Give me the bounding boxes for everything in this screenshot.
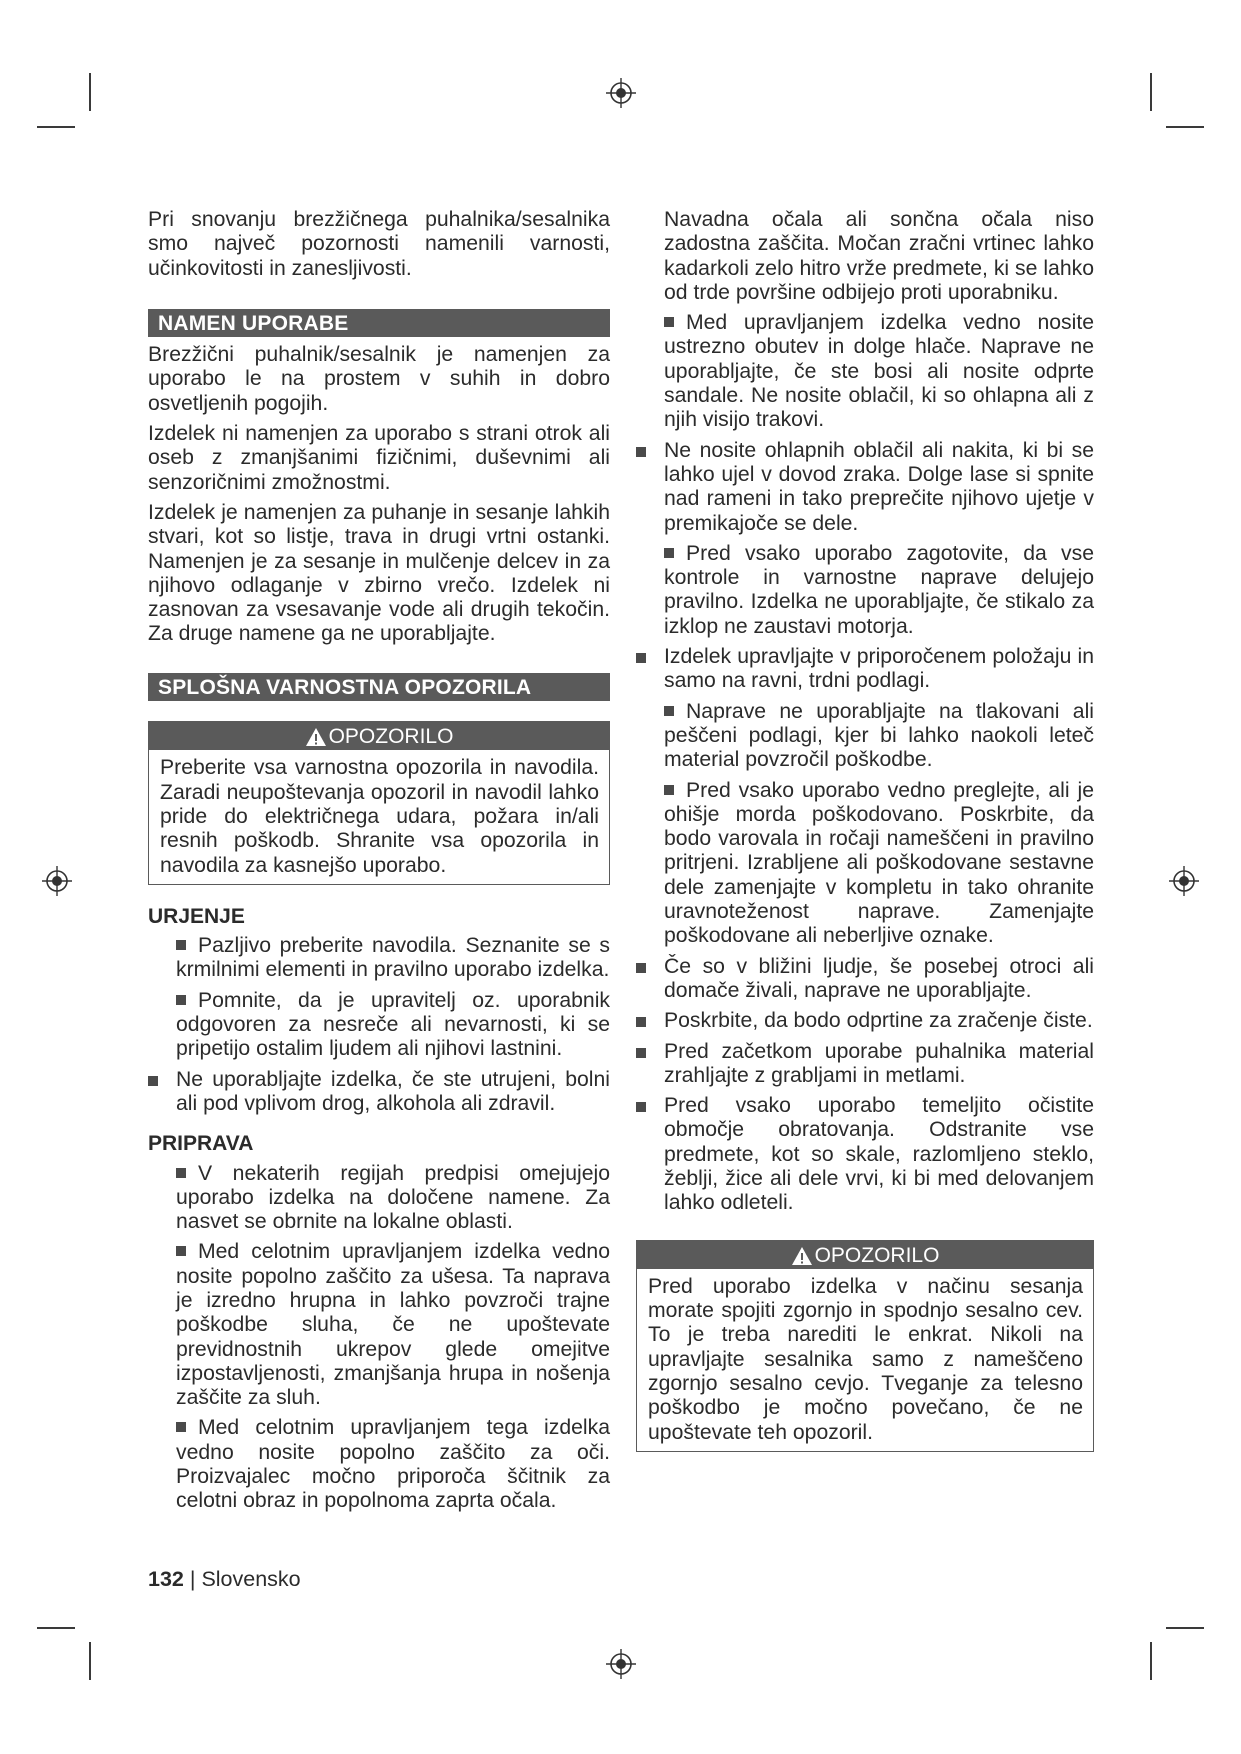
list-item: Med upravljanjem izdelka vedno nosite ustrezno obutev in dolge hlače. Naprave ne uporabljajte, če ste bosi ali nosite odprte sandale. Ne nosite oblačil, ki so ohlapna ali z njih visijo trakovi. xyxy=(664,311,1094,432)
list-item: Pred vsako uporabo temeljito očistite območje obratovanja. Odstranite vse predmete, kot so skale, razlomljeno steklo, žeblji, žice ali dele vrvi, ki bi med delovanjem lahko odleteli. xyxy=(636,1094,1094,1215)
crop-mark xyxy=(89,73,91,111)
list-item: Pred vsako uporabo vedno preglejte, ali je ohišje morda poškodovano. Poskrbite, da bodo varovala in ročaji nameščeni in pravilno pritrjeni. Izrabljene ali poškodovane sestavne dele zamenjajte v kompletu in tako ohranite uravnoteženost naprave. Zamenjajte poškodovane ali neberljive oznake. xyxy=(664,778,1094,948)
crop-mark xyxy=(1150,1642,1152,1680)
crop-mark xyxy=(1166,1627,1204,1629)
square-bullet-icon xyxy=(176,1422,186,1432)
warning-title: OPOZORILO xyxy=(328,725,454,749)
square-bullet-icon xyxy=(664,548,674,558)
list-item: Naprave ne uporabljajte na tlakovani ali peščeni podlagi, kjer bi lahko naokoli leteč material povzročil poškodbe. xyxy=(664,699,1094,772)
list-item: V nekaterih regijah predpisi omejujejo uporabo izdelka na določene namene. Za nasvet se obrnite na lokalne oblasti. xyxy=(176,1161,610,1234)
footer-language: Slovensko xyxy=(201,1567,301,1591)
warning-header xyxy=(637,1241,1093,1269)
registration-mark-icon xyxy=(42,866,72,896)
registration-mark-icon xyxy=(606,1649,636,1679)
warning-text: Pred uporabo izdelka v načinu sesanja morate spojiti zgornjo in spodnjo sesalno cev. To je treba narediti le enkrat. Nikoli na upravljajte sesalnika samo z nameščeno zgornjo sesalno cevjo. Tveganje za telesno poškodbo je močno povečano, če ne upoštevate teh opozoril. xyxy=(648,1274,1083,1444)
warning-triangle-icon xyxy=(305,727,327,747)
square-bullet-icon xyxy=(636,963,646,973)
right-column xyxy=(636,208,1094,1452)
left-column xyxy=(148,208,610,1520)
warning-box xyxy=(636,1240,1094,1452)
list-item: Ne nosite ohlapnih oblačil ali nakita, ki bi se lahko ujel v dovod zraka. Dolge lase si spnite nad rameni in tako preprečite njihovo ujetje v premikajoče se dele. xyxy=(636,439,1094,536)
square-bullet-icon xyxy=(664,785,674,795)
square-bullet-icon xyxy=(148,1076,158,1086)
square-bullet-icon xyxy=(636,1017,646,1027)
continued-paragraph: Navadna očala ali sončna očala niso zadostna zaščita. Močan zračni vrtinec lahko kadarkoli zelo hitro vrže predmete, ki se lahko od trde površine odbijejo proti uporabniku. xyxy=(664,208,1094,304)
namen-paragraph: Izdelek je namenjen za puhanje in sesanje lahkih stvari, kot so listje, trava in drugi vrtni ostanki. Namenjen je za sesanje in mulčenje delcev in za njihovo odlaganje v zbirno vrečo. Izdelek ni zasnovan za vsesavanje vode ali drugih tekočin. Za druge namene ga ne uporabljajte. xyxy=(148,500,610,646)
registration-mark-icon xyxy=(606,78,636,108)
crop-mark xyxy=(1150,73,1152,111)
square-bullet-icon xyxy=(664,317,674,327)
square-bullet-icon xyxy=(176,1246,186,1256)
crop-mark xyxy=(37,126,75,128)
page-footer xyxy=(148,1567,301,1592)
list-item: Pomnite, da je upravitelj oz. uporabnik odgovoren za nesreče ali nevarnosti, ki se pripetijo ostalim ljudem ali njihovi lastnini. xyxy=(176,988,610,1061)
list-item: Pred začetkom uporabe puhalnika material zrahljajte z grabljami in metlami. xyxy=(636,1040,1094,1089)
square-bullet-icon xyxy=(636,1102,646,1112)
crop-mark xyxy=(89,1642,91,1680)
subheading-priprava: PRIPRAVA xyxy=(148,1132,254,1156)
crop-mark xyxy=(37,1627,75,1629)
list-item: Izdelek upravljajte v priporočenem položaju in samo na ravni, trdni podlagi. xyxy=(636,645,1094,694)
section-heading-splosna: SPLOŠNA VARNOSTNA OPOZORILA xyxy=(148,673,610,701)
warning-box xyxy=(148,721,610,885)
square-bullet-icon xyxy=(176,995,186,1005)
square-bullet-icon xyxy=(636,447,646,457)
footer-separator: | xyxy=(189,1567,196,1591)
section-heading-namen: NAMEN UPORABE xyxy=(148,309,610,337)
list-item: Med celotnim upravljanjem tega izdelka vedno nosite popolno zaščito za oči. Proizvajalec močno priporoča ščitnik za celotni obraz in popolnoma zaprta očala. xyxy=(176,1416,610,1513)
page-number: 132 xyxy=(148,1567,184,1591)
subheading-urjenje: URJENJE xyxy=(148,904,245,928)
square-bullet-icon xyxy=(636,1048,646,1058)
intro-paragraph: Pri snovanju brezžičnega puhalnika/sesalnika smo največ pozornosti namenili varnosti, učinkovitosti in zanesljivosti. xyxy=(148,208,610,280)
registration-mark-icon xyxy=(1169,866,1199,896)
list-item: Med celotnim upravljanjem izdelka vedno nosite popolno zaščito za ušesa. Ta naprava je izredno hrupna in lahko povzroči trajne poškodbe sluha, če ne upoštevate previdnostnih ukrepov glede omejitve izpostavljenosti, zmanjšanja hrupa in nošenja zaščite za sluh. xyxy=(176,1240,610,1410)
square-bullet-icon xyxy=(664,706,674,716)
namen-paragraph: Izdelek ni namenjen za uporabo s strani otrok ali oseb z zmanjšanimi fizičnimi, duševnimi ali senzoričnimi zmožnostmi. xyxy=(148,422,610,494)
list-item: Ne uporabljajte izdelka, če ste utrujeni, bolni ali pod vplivom drog, alkohola ali zdravil. xyxy=(148,1068,610,1117)
warning-triangle-icon xyxy=(791,1246,813,1266)
list-item: Pred vsako uporabo zagotovite, da vse kontrole in varnostne naprave delujejo pravilno. Izdelka ne uporabljajte, če stikalo za izklop ne zaustavi motorja. xyxy=(664,541,1094,638)
warning-header xyxy=(149,722,609,750)
square-bullet-icon xyxy=(636,653,646,663)
list-item: Poskrbite, da bodo odprtine za zračenje čiste. xyxy=(636,1009,1094,1033)
list-item: Če so v bližini ljudje, še posebej otroci ali domače živali, naprave ne uporabljajte. xyxy=(636,955,1094,1004)
square-bullet-icon xyxy=(176,1168,186,1178)
square-bullet-icon xyxy=(176,940,186,950)
namen-paragraph: Brezžični puhalnik/sesalnik je namenjen za uporabo le na prostem v suhih in dobro osvetljenih pogojih. xyxy=(148,343,610,415)
crop-mark xyxy=(1166,126,1204,128)
warning-text: Preberite vsa varnostna opozorila in navodila. Zaradi neupoštevanja opozoril in navodil lahko pride do električnega udara, požara in/ali resnih poškodb. Shranite vsa opozorila in navodila za kasnejšo uporabo. xyxy=(160,756,599,877)
warning-title: OPOZORILO xyxy=(814,1243,940,1267)
list-item: Pazljivo preberite navodila. Seznanite se s krmilnimi elementi in pravilno uporabo izdelka. xyxy=(176,934,610,982)
